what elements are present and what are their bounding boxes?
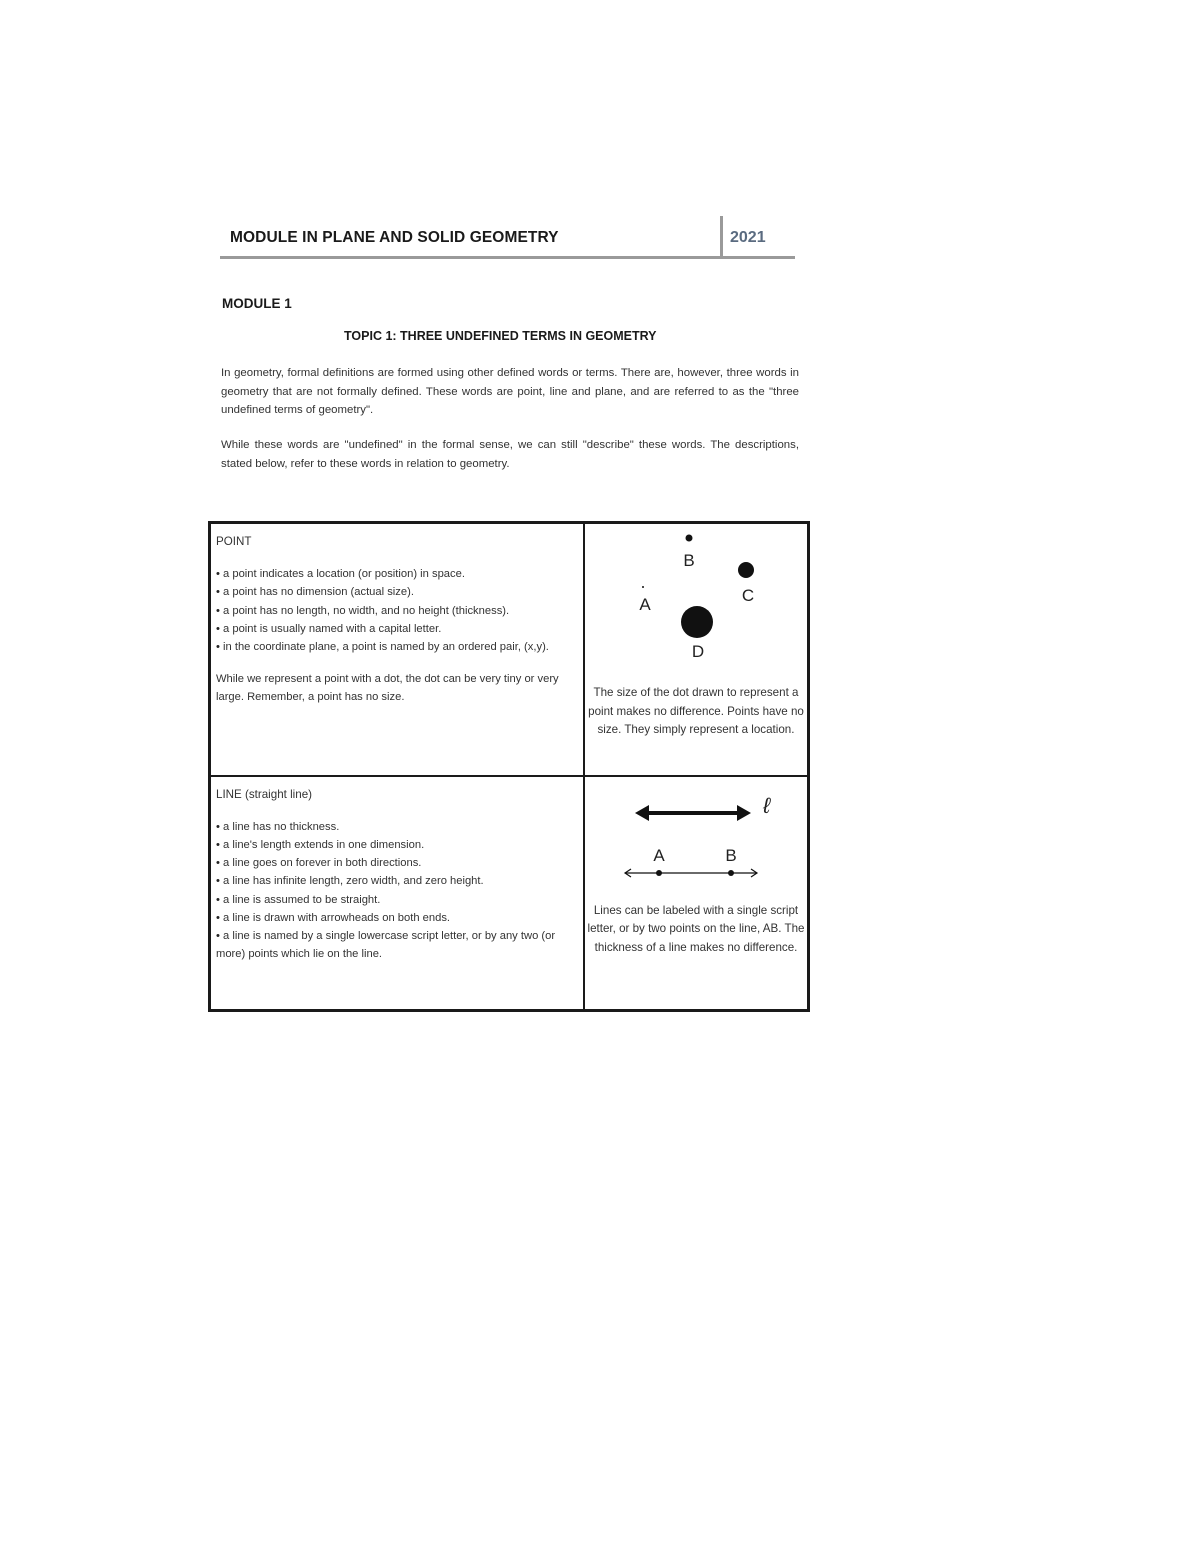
- document-year: 2021: [730, 229, 766, 246]
- point-bullet: • in the coordinate plane, a point is named by an ordered pair, (x,y).: [216, 638, 577, 656]
- line-bullet: • a line goes on forever in both directions.: [216, 854, 577, 872]
- line-description-cell: [210, 776, 585, 1011]
- point-bullet: • a point indicates a location (or position) in space.: [216, 565, 577, 583]
- line-point-b-label: B: [725, 845, 737, 865]
- line-heading: LINE (straight line): [216, 787, 313, 801]
- line-bullet: • a line is named by a single lowercase script letter, or by any two (or more) points which lie on the line.: [216, 927, 577, 963]
- point-figure: [585, 524, 807, 674]
- line-row: [210, 776, 809, 1011]
- point-bullet: • a point has no dimension (actual size).: [216, 583, 577, 601]
- topic-title: TOPIC 1: THREE UNDEFINED TERMS IN GEOMETRY: [344, 329, 657, 343]
- header-divider: [720, 216, 723, 256]
- line-bullet: • a line has infinite length, zero width, and zero height.: [216, 872, 577, 890]
- intro-paragraph-2: While these words are "undefined" in the formal sense, we can still "describe" these words. The descriptions, stated below, refer to these words in relation to geometry.: [221, 439, 799, 470]
- point-b-dot: [686, 535, 693, 542]
- line-point-a-label: A: [653, 845, 665, 865]
- line-point-b-dot: [728, 870, 734, 876]
- line-figure-cell: [584, 776, 809, 1011]
- point-d-dot: [681, 606, 713, 638]
- point-bullet-list: [216, 565, 577, 656]
- point-figure-cell: [584, 523, 809, 776]
- point-a-label: A: [639, 595, 651, 614]
- line-caption: Lines can be labeled with a single script letter, or by two points on the line, AB. The thickness of a line makes no difference.: [587, 903, 805, 954]
- line-bullet: • a line's length extends in one dimension.: [216, 836, 577, 854]
- undefined-terms-table: [208, 521, 810, 1012]
- point-description-cell: [210, 523, 585, 776]
- line-figure: [585, 777, 807, 897]
- thick-line-right-arrowhead: [737, 805, 751, 821]
- point-d-label: D: [691, 642, 705, 661]
- line-bullet: • a line has no thickness.: [216, 818, 577, 836]
- point-bullet: • a point is usually named with a capital letter.: [216, 620, 577, 638]
- module-label: MODULE 1: [222, 296, 292, 311]
- point-a-dot: [642, 586, 644, 588]
- line-bullet: • a line is drawn with arrowheads on both ends.: [216, 909, 577, 927]
- thick-line-left-arrowhead: [635, 805, 649, 821]
- point-bullet: • a point has no length, no width, and no height (thickness).: [216, 602, 577, 620]
- point-caption: The size of the dot drawn to represent a point makes no difference. Points have no size. They simply represent a location.: [588, 686, 804, 736]
- point-heading: POINT: [216, 535, 252, 548]
- line-bullet-list: [216, 818, 577, 964]
- line-point-a-dot: [656, 870, 662, 876]
- point-row: [210, 523, 809, 776]
- point-note: While we represent a point with a dot, the dot can be very tiny or very large. Remember, a point has no size.: [216, 673, 559, 704]
- line-script-label: ℓ: [763, 792, 771, 818]
- intro-paragraph-1: In geometry, formal definitions are formed using other defined words or terms. There are, however, three words in geometry that are not formally defined. These words are point, line and plane, and are referred to as the "three undefined terms of geometry".: [221, 367, 799, 416]
- page-header: [220, 222, 795, 259]
- line-bullet: • a line is assumed to be straight.: [216, 891, 577, 909]
- point-c-dot: [738, 562, 754, 578]
- point-c-label: C: [741, 586, 755, 605]
- point-b-label: B: [683, 551, 695, 570]
- document-title: MODULE IN PLANE AND SOLID GEOMETRY: [230, 229, 559, 246]
